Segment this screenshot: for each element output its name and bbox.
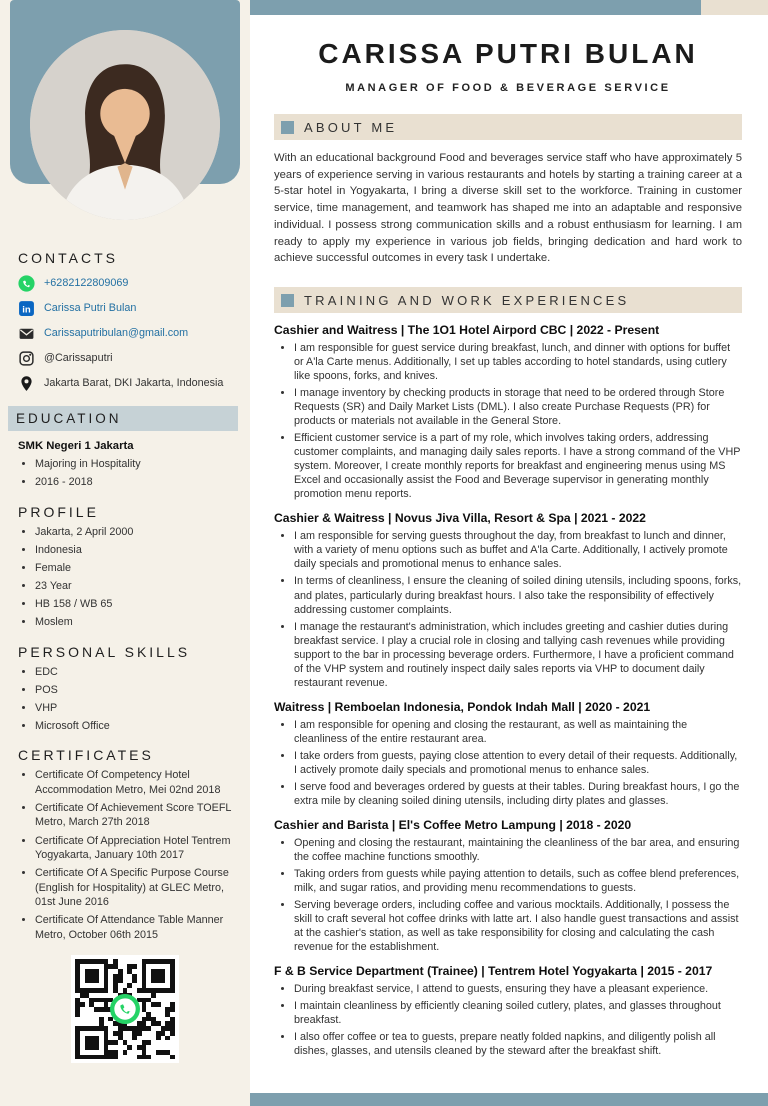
certificate-item: • Certificate Of Achievement Score TOEFL Metro, March 27th 2018	[35, 801, 232, 830]
job-bullet-list	[274, 529, 742, 689]
whatsapp-logo-icon	[110, 994, 140, 1024]
profile-item: • Jakarta, 2 April 2000	[35, 525, 232, 540]
sidebar	[0, 0, 250, 1106]
section-marker-icon	[281, 294, 294, 307]
skill-item: • Microsoft Office	[35, 719, 232, 734]
experience-section-header	[274, 287, 742, 313]
job-bullet: • I am responsible for serving guests throughout the day, from breakfast to lunch and dinner, with a variety of menu options such as buffet and A'la Carte. Additionally, I actively promote daily specials and promotional menus to enhance sales.	[294, 529, 742, 571]
photo-section	[0, 0, 250, 236]
job-bullet: • I take orders from guests, paying close attention to every detail of their requests. Additionally, I actively promote daily specials and promotional menus to enhance sales.	[294, 749, 742, 777]
job-bullet: • Taking orders from guests while paying attention to details, such as coffee blend preferences, milk, and sugar ratios, and providing menu recommendations to guests.	[294, 867, 742, 895]
profile-list	[18, 525, 232, 630]
skill-item: • EDC	[35, 665, 232, 680]
certificates-list	[18, 768, 232, 942]
job-bullet: • I also offer coffee or tea to guests, prepare neatly folded napkins, and diligently polish all dishes, glasses, and utensils cleaned by the steward after the breakfast shift.	[294, 1030, 742, 1058]
education-item: • 2016 - 2018	[35, 475, 232, 490]
linkedin-handle[interactable]: Carissa Putri Bulan	[44, 302, 137, 314]
profile-item: • Female	[35, 561, 232, 576]
education-item: • Majoring in Hospitality	[35, 457, 232, 472]
job-bullet: • In terms of cleanliness, I ensure the cleaning of soiled dining utensils, including spoons, forks, and plates, particularly during breakfast hours. I also take the responsibility of effectively addressing customer complaints.	[294, 574, 742, 616]
job-bullet-list	[274, 718, 742, 808]
instagram-icon	[18, 350, 35, 367]
skill-item: • VHP	[35, 701, 232, 716]
job-bullet-list	[274, 982, 742, 1058]
job-entry	[274, 818, 742, 954]
instagram-handle: @Carissaputri	[44, 352, 113, 364]
contact-location	[18, 376, 232, 392]
email-icon	[18, 325, 35, 342]
certificate-item: • Certificate Of Appreciation Hotel Tentrem Yogyakarta, January 10th 2017	[35, 834, 232, 863]
contact-linkedin[interactable]	[18, 301, 232, 317]
profile-item: • HB 158 / WB 65	[35, 597, 232, 612]
job-bullet: • I manage the restaurant's administration, which includes greeting and cashier duties during breakfast service. I play a crucial role in closing and tallying cash revenues while providing support to the bar in processing beverage orders. Furthermore, I have a proficient command of the VHP system and routinely inspect daily sales reports via VHP to document daily restaurant revenue.	[294, 620, 742, 690]
top-accent-bar	[250, 0, 768, 15]
contacts-heading: CONTACTS	[18, 250, 118, 266]
job-bullet: • I am responsible for guest service during breakfast, lunch, and dinner with options for buffet or A'la Carte menus. Additionally, I set up tables according to hotel standards, using cutlery like spoons, forks, and knives.	[294, 341, 742, 383]
contact-email[interactable]	[18, 326, 232, 342]
profile-photo	[30, 30, 220, 220]
experience-heading: TRAINING AND WORK EXPERIENCES	[304, 292, 630, 308]
qr-module	[170, 1055, 175, 1060]
profile-heading: PROFILE	[18, 503, 99, 520]
skill-item: • POS	[35, 683, 232, 698]
job-title: Cashier & Waitress | Novus Jiva Villa, Resort & Spa | 2021 - 2022	[274, 511, 646, 526]
skills-list	[18, 665, 232, 734]
job-title: Waitress | Remboelan Indonesia, Pondok Indah Mall | 2020 - 2021	[274, 699, 651, 714]
job-role-subtitle: MANAGER OF FOOD & BEVERAGE SERVICE	[345, 82, 671, 94]
job-entry	[274, 700, 742, 808]
certificate-item: • Certificate Of Competency Hotel Accommodation Metro, Mei 02nd 2018	[35, 768, 232, 797]
about-section-header	[274, 114, 742, 140]
top-accent-bar-blue	[250, 0, 701, 15]
contact-instagram	[18, 351, 232, 367]
education-list	[18, 457, 232, 490]
certificates-heading: CERTIFICATES	[18, 747, 154, 764]
job-entry	[274, 323, 742, 501]
certificate-item: • Certificate Of A Specific Purpose Course (English for Hospitality) at GLEC Metro, 01st June 2016	[35, 866, 232, 910]
location-icon	[18, 375, 35, 392]
top-accent-bar-beige	[701, 0, 768, 15]
location-text: Jakarta Barat, DKI Jakarta, Indonesia	[44, 377, 224, 389]
bottom-accent-bar	[250, 1093, 768, 1106]
job-bullet-list	[274, 341, 742, 501]
job-entry	[274, 964, 742, 1058]
profile-item: • Moslem	[35, 615, 232, 630]
education-heading: EDUCATION	[8, 406, 238, 431]
job-title: Cashier and Barista | El's Coffee Metro Lampung | 2018 - 2020	[274, 817, 632, 832]
contact-whatsapp[interactable]	[18, 276, 232, 292]
job-title: Cashier and Waitress | The 1O1 Hotel Airpord CBC | 2022 - Present	[274, 323, 660, 338]
phone-number[interactable]: +6282122809069	[44, 277, 129, 289]
profile-item: • Indonesia	[35, 543, 232, 558]
linkedin-icon	[18, 300, 35, 317]
main-content	[250, 0, 768, 1106]
job-bullet: • Opening and closing the restaurant, maintaining the cleanliness of the bar area, and ensuring the coffee machine functions smoothly.	[294, 836, 742, 864]
job-bullet: • I maintain cleanliness by efficiently cleaning soiled cutlery, plates, and glasses throughout breakfast.	[294, 999, 742, 1027]
job-bullet: • I serve food and beverages ordered by guests at their tables. During breakfast hours, I go the extra mile by cleaning soiled dining utensils, including dirty plates and glasses.	[294, 780, 742, 808]
job-title: F & B Service Department (Trainee) | Tentrem Hotel Yogyakarta | 2015 - 2017	[274, 964, 713, 979]
job-bullet-list	[274, 836, 742, 954]
job-bullet: • I manage inventory by checking products in storage that need to be ordered through Store Requests (SR) and Daily Market Lists (DML). I also create Purchase Requests (PR) for products or materials not available in the General Store.	[294, 386, 742, 428]
certificate-item: • Certificate Of Attendance Table Manner Metro, October 06th 2015	[35, 913, 232, 942]
job-bullet: • Efficient customer service is a part of my role, which involves taking orders, addressing customer complaints, and managing daily sales reports. I have a strong command of the VHP system. Moreover, I create monthly reports for breakfast and engineering menus using MS Excel and occasionally assist the Food and Beverage supervisor in generating monthly promotion menu reports.	[294, 431, 742, 501]
email-address[interactable]: Carissaputribulan@gmail.com	[44, 327, 189, 339]
qr-code	[71, 955, 179, 1063]
person-silhouette-icon	[30, 30, 220, 220]
job-bullet: • I am responsible for opening and closing the restaurant, as well as maintaining the cleanliness of the entire restaurant area.	[294, 718, 742, 746]
svg-text:in: in	[22, 304, 31, 316]
section-marker-icon	[281, 121, 294, 134]
whatsapp-icon	[18, 275, 35, 292]
contact-list	[18, 276, 232, 392]
page-title: CARISSA PUTRI BULAN	[318, 38, 698, 69]
about-heading: ABOUT ME	[304, 119, 398, 135]
school-name: SMK Negeri 1 Jakarta	[18, 440, 134, 452]
skills-heading: PERSONAL SKILLS	[18, 643, 191, 660]
profile-item: • 23 Year	[35, 579, 232, 594]
job-entry	[274, 511, 742, 689]
job-bullet: • Serving beverage orders, including coffee and various mocktails. Additionally, I possess the skill to craft several hot coffee drinks with latte art. I also handle guest transactions and assist at the cashier's station, as well as take responsibility for closing and calculating the cash revenue for the establishment.	[294, 898, 742, 954]
job-bullet: • During breakfast service, I attend to guests, ensuring they have a pleasant experience.	[294, 982, 742, 996]
about-text: With an educational background Food and beverages service staff who have approximately 5 years of experience serving in various restaurants and hotels by starting a training career at a 5-star hotel in Yogyakarta, I bring a diverse skill set to the workforce. Training in customer service, time management, and teamwork has shaped me into an adaptable and responsive individual. I possess strong communication skills and a robust enthusiasm for learning. I am ready to apply my experience in various job fields, bringing dedication and hard work to achieve successful outcomes in every task I undertake.	[274, 152, 742, 265]
